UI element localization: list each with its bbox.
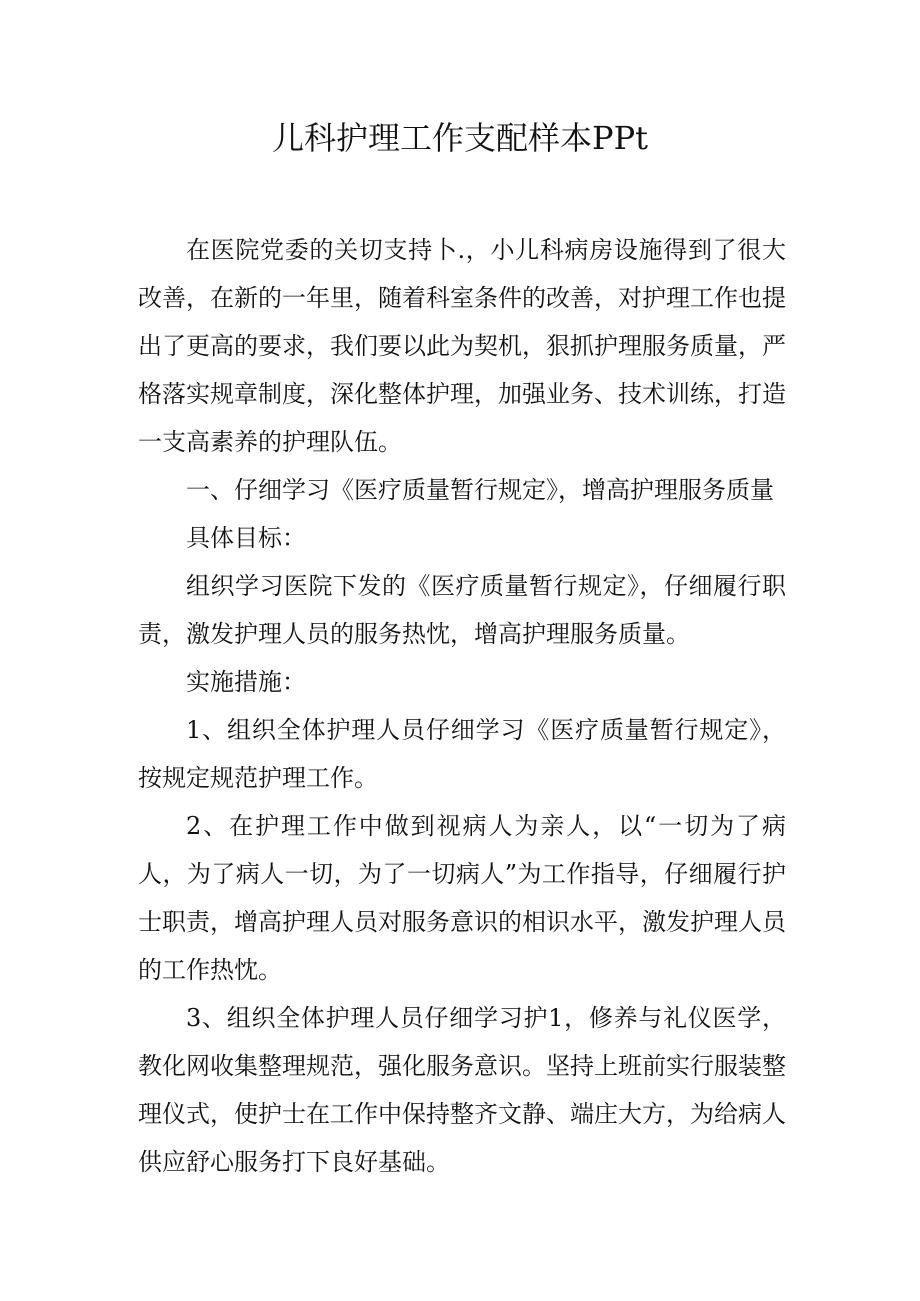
section-heading-1: 一、仔细学习《医疗质量暂行规定》，增高护理服务质量	[186, 476, 774, 504]
subheading-goals: 具体目标：	[186, 524, 306, 552]
measure-3: 3、组织全体护理人员仔细学习护1，修养与礼仪医学，教化网收集整理规范，强化服务意识。坚持上班前实行服装整理仪式，使护士在工作中保持整齐文静、端庄大方，为给病人供应舒心服务打下良好基础。	[138, 1004, 786, 1176]
measure-2: 2、在护理工作中做到视病人为亲人，以“一切为了病人，为了病人一切，为了一切病人”为工作指导，仔细履行护士职责，增高护理人员对服务意识的相识水平，激发护理人员的工作热忱。	[138, 812, 786, 984]
paragraph-goals: 组织学习医院下发的《医疗质量暂行规定》，仔细履行职责，激发护理人员的服务热忱，增高护理服务质量。	[138, 572, 786, 648]
measure-1: 1、组织全体护理人员仔细学习《医疗质量暂行规定》，按规定规范护理工作。	[138, 716, 786, 792]
subheading-measures: 实施措施：	[186, 668, 306, 696]
document-body	[138, 226, 786, 1186]
document-title: 儿科护理工作支配样本PPt	[272, 119, 648, 157]
paragraph-intro: 在医院党委的关切支持卜.，小儿科病房设施得到了很大改善，在新的一年里，随着科室条件的改善，对护理工作也提出了更高的要求，我们要以此为契机，狠抓护理服务质量，严格落实规章制度，深化整体护理，加强业务、技术训练，打造一支高素养的护理队伍。	[138, 236, 786, 456]
